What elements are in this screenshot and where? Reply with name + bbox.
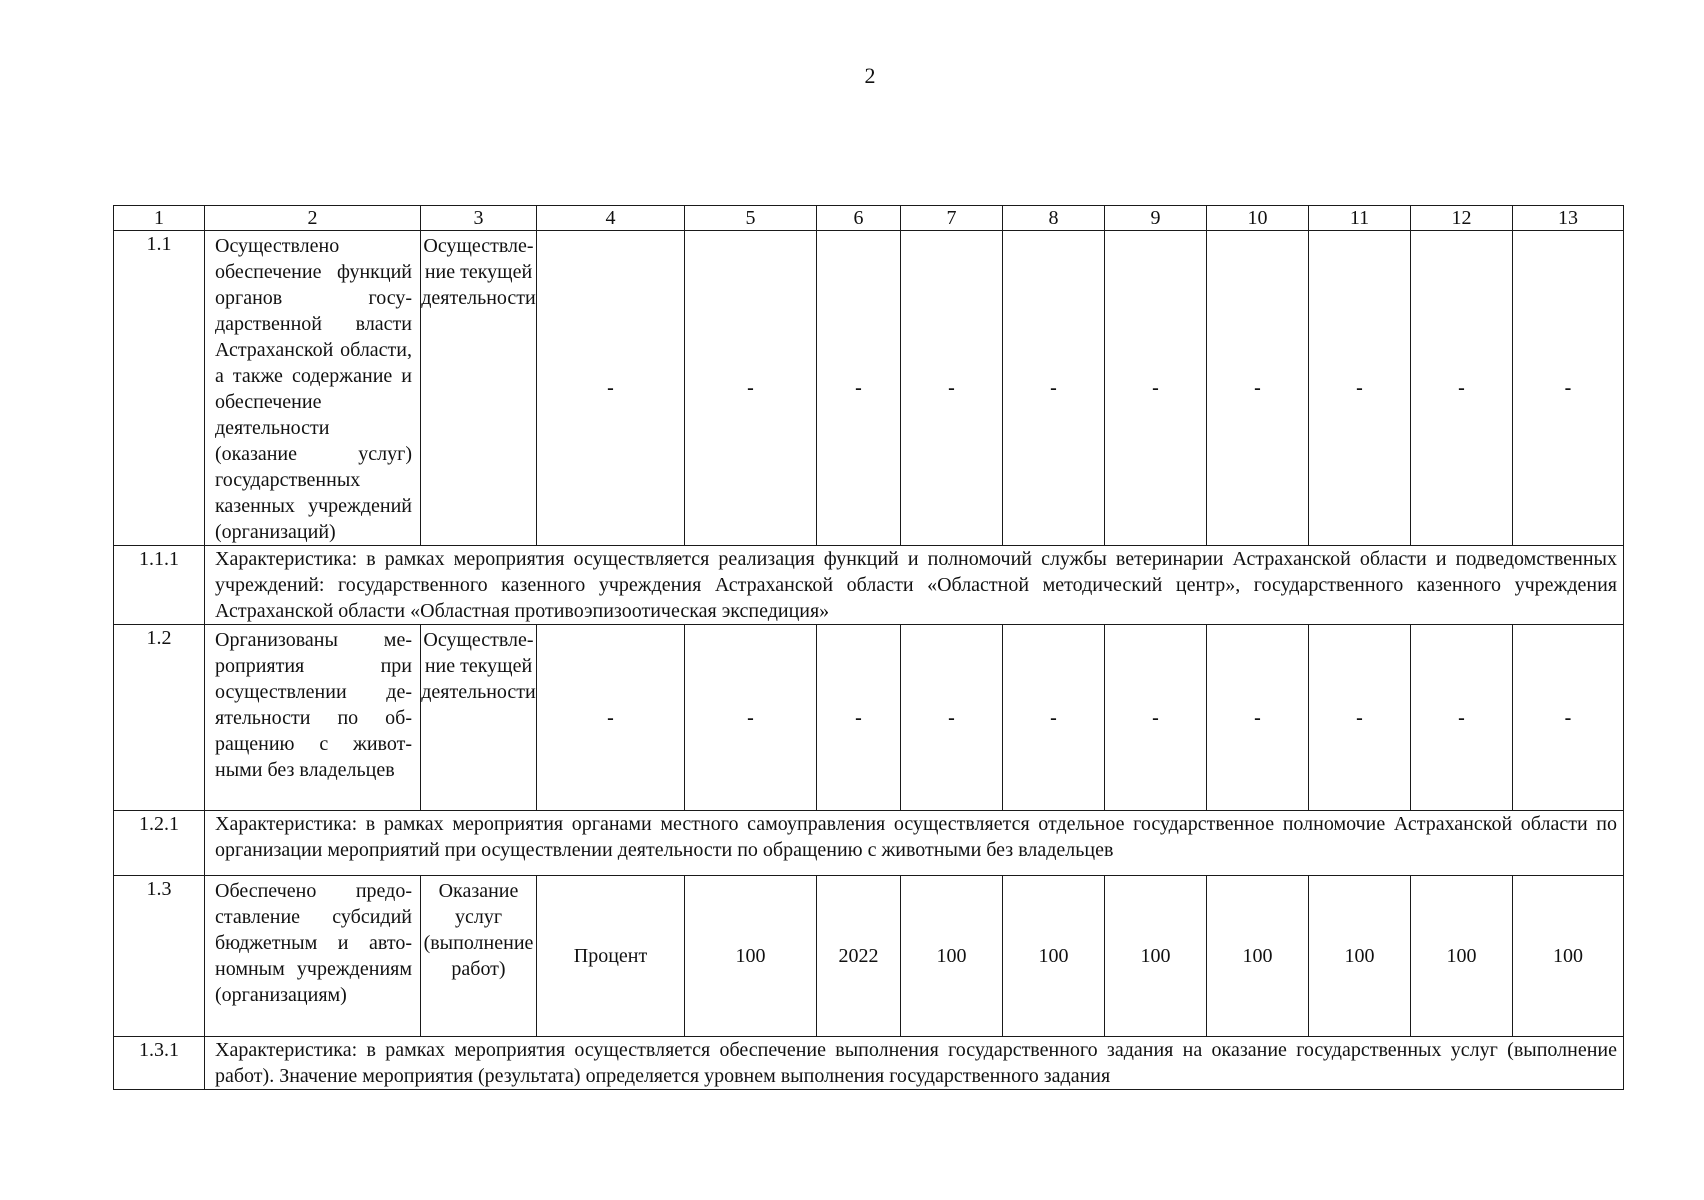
value-cell: -: [901, 231, 1003, 546]
measure-type: Оказание услуг (выполнение работ): [421, 876, 537, 1037]
header-cell: 1: [114, 206, 205, 231]
header-cell: 9: [1105, 206, 1207, 231]
value-cell: -: [1105, 231, 1207, 546]
header-cell: 12: [1411, 206, 1513, 231]
measure-name: Организованы мероприятия при осуществлении деятельности по обращению с животными без владельцев: [205, 625, 421, 811]
row-number: 1.3: [114, 876, 205, 1037]
header-cell: 4: [537, 206, 685, 231]
value-cell: -: [1003, 231, 1105, 546]
value-cell: 100: [1003, 876, 1105, 1037]
characteristic-text: Характеристика: в рамках мероприятия осуществляется реализация функций и полномочий службы ветеринарии Астраханской области и подведомственных учреждений: государственного казенного учреждения Астраханской области «Областной методический центр», государственного казенного учреждения Астраханской области «Областная противоэпизоотическая экспедиция»: [205, 546, 1624, 625]
value-cell: -: [1105, 625, 1207, 811]
value-cell: -: [817, 625, 901, 811]
value-cell: -: [1309, 625, 1411, 811]
value-cell: 100: [1105, 876, 1207, 1037]
value-cell: 100: [1513, 876, 1624, 1037]
value-cell: -: [1411, 231, 1513, 546]
header-cell: 2: [205, 206, 421, 231]
value-cell: -: [685, 625, 817, 811]
value-cell: 100: [1411, 876, 1513, 1037]
value-cell: 100: [1309, 876, 1411, 1037]
value-cell: -: [817, 231, 901, 546]
measure-name: Осуществлено обеспечение функций органов государственной власти Астраханской области, а также содержание и обеспечение деятельности (оказание услуг) государственных казенных учреждений (организаций): [205, 231, 421, 546]
year-cell: 2022: [817, 876, 901, 1037]
row-number: 1.3.1: [114, 1037, 205, 1090]
unit-cell: Процент: [537, 876, 685, 1037]
value-cell: 100: [901, 876, 1003, 1037]
value-cell: -: [685, 231, 817, 546]
table-row: [114, 876, 1624, 1037]
measure-type: Осуществление текущей деятельности: [421, 625, 537, 811]
value-cell: -: [1513, 625, 1624, 811]
header-cell: 3: [421, 206, 537, 231]
value-cell: -: [1309, 231, 1411, 546]
measure-type: Осуществление текущей деятельности: [421, 231, 537, 546]
measures-table: [113, 205, 1624, 1090]
table-row: [114, 546, 1624, 625]
value-cell: -: [1411, 625, 1513, 811]
row-number: 1.1: [114, 231, 205, 546]
characteristic-text: Характеристика: в рамках мероприятия осуществляется обеспечение выполнения государственного задания на оказание государственных услуг (выполнение работ). Значение мероприятия (результата) определяется уровнем выполнения государственного задания: [205, 1037, 1624, 1090]
header-cell: 11: [1309, 206, 1411, 231]
value-cell: -: [1513, 231, 1624, 546]
page-number: 2: [864, 63, 876, 88]
header-cell: 13: [1513, 206, 1624, 231]
header-row: [114, 206, 1624, 231]
table-row: [114, 231, 1624, 546]
characteristic-text: Характеристика: в рамках мероприятия органами местного самоуправления осуществляется отдельное государственное полномочие Астраханской области по организации мероприятий при осуществлении деятельности по обращению с животными без владельцев: [205, 811, 1624, 876]
table-row: [114, 625, 1624, 811]
row-number: 1.1.1: [114, 546, 205, 625]
value-cell: 100: [1207, 876, 1309, 1037]
value-cell: -: [1207, 231, 1309, 546]
header-cell: 6: [817, 206, 901, 231]
value-cell: -: [537, 625, 685, 811]
value-cell: -: [1207, 625, 1309, 811]
measure-name: Обеспечено предоставление субсидий бюджетным и автономным учреждениям (организациям): [205, 876, 421, 1037]
table-row: [114, 811, 1624, 876]
row-number: 1.2: [114, 625, 205, 811]
header-cell: 10: [1207, 206, 1309, 231]
value-cell: -: [537, 231, 685, 546]
value-cell: -: [1003, 625, 1105, 811]
header-cell: 5: [685, 206, 817, 231]
value-cell: 100: [685, 876, 817, 1037]
row-number: 1.2.1: [114, 811, 205, 876]
header-cell: 8: [1003, 206, 1105, 231]
header-cell: 7: [901, 206, 1003, 231]
table-row: [114, 1037, 1624, 1090]
value-cell: -: [901, 625, 1003, 811]
